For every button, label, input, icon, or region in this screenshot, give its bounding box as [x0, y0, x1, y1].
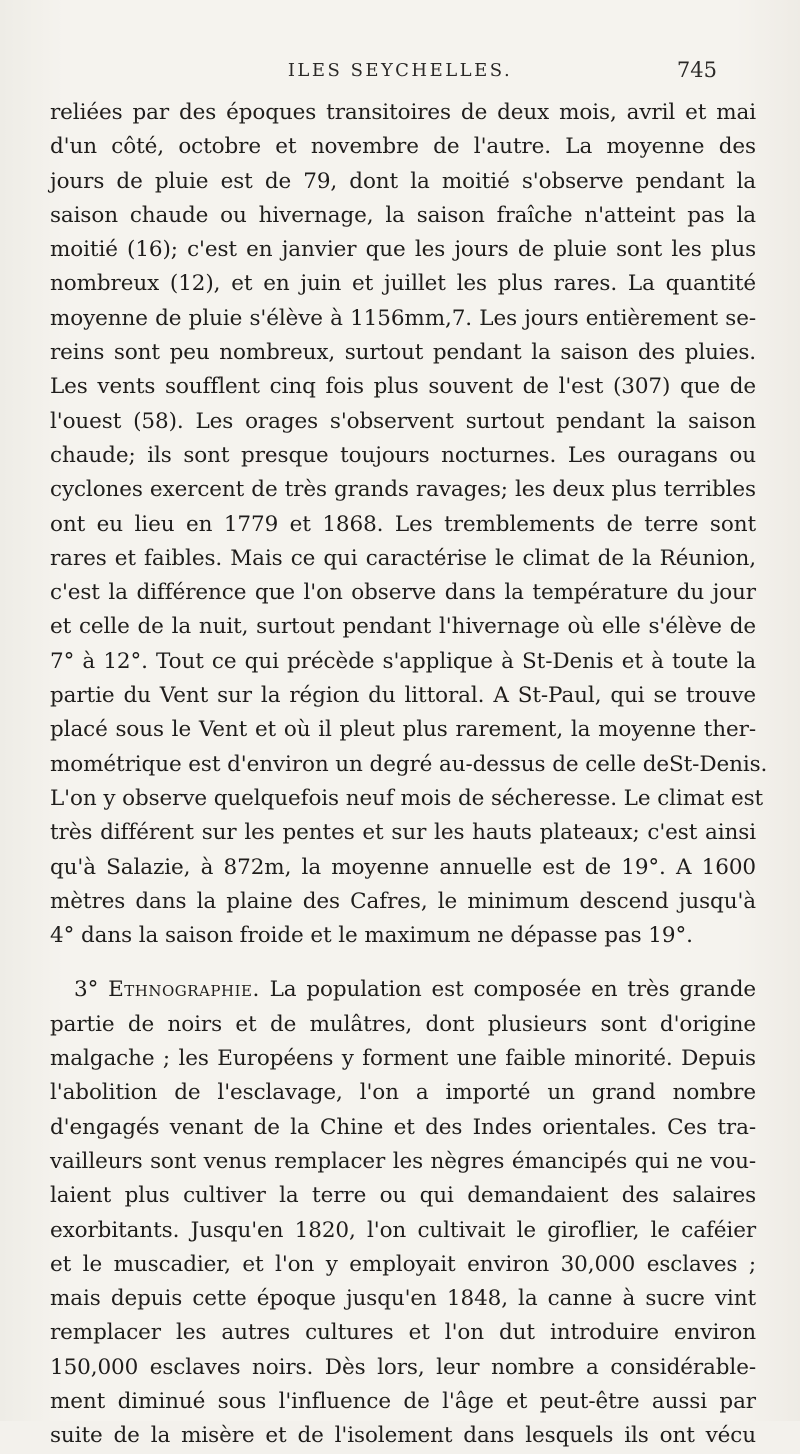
- section-number: 3°: [74, 977, 99, 1003]
- text-line: d'un côté, octobre et novembre de l'autre. La moyenne des: [50, 134, 756, 160]
- text-line: 7° à 12°. Tout ce qui précède s'applique à St-Denis et à toute la: [50, 648, 756, 674]
- text-line: laient plus cultiver la terre ou qui demandaient des salaires: [50, 1183, 756, 1209]
- body-text: [50, 96, 768, 1454]
- text-line: c'est la différence que l'on observe dans la température du jour: [50, 580, 756, 606]
- text-line: moyenne de pluie s'élève à 1156mm,7. Les jours entièrement se-: [50, 305, 756, 331]
- text-line: ment diminué sous l'influence de l'âge et peut-être aussi par: [50, 1388, 756, 1414]
- text-line: mais depuis cette époque jusqu'en 1848, la canne à sucre vint: [50, 1286, 756, 1312]
- text-line: mométrique est d'environ un degré au-dessus de celle deSt-Denis.: [50, 751, 768, 777]
- text-line: 4° dans la saison froide et le maximum ne dépasse pas 19°.: [50, 923, 693, 949]
- section-first-line-text: La population est composée en très grande: [269, 977, 756, 1003]
- text-line: l'abolition de l'esclavage, l'on a importé un grand nombre: [50, 1080, 756, 1106]
- text-line: mètres dans la plaine des Cafres, le minimum descend jusqu'à: [50, 888, 756, 914]
- running-head: ILES SEYCHELLES.: [287, 60, 513, 81]
- text-line: qu'à Salazie, à 872m, la moyenne annuelle est de 19°. A 1600: [50, 854, 756, 880]
- text-line: L'on y observe quelquefois neuf mois de sécheresse. Le climat est: [50, 785, 764, 811]
- text-line: d'engagés venant de la Chine et des Indes orientales. Ces tra-: [50, 1114, 756, 1140]
- paragraph-climate: [50, 96, 768, 953]
- text-line: reins sont peu nombreux, surtout pendant la saison des pluies.: [50, 340, 756, 366]
- paragraph-ethnography: [50, 973, 756, 1453]
- text-line: vailleurs sont venus remplacer les nègres émancipés qui ne vou-: [50, 1148, 756, 1174]
- text-line: et celle de la nuit, surtout pendant l'hivernage où elle s'élève de: [50, 614, 756, 640]
- section-heading: Ethnographie.: [108, 977, 260, 1003]
- text-line: très différent sur les pentes et sur les hauts plateaux; c'est ainsi: [50, 820, 756, 846]
- text-line: saison chaude ou hivernage, la saison fraîche n'atteint pas la: [50, 202, 756, 228]
- text-line: remplacer les autres cultures et l'on dut introduire environ: [50, 1320, 756, 1346]
- text-line: Les vents soufflent cinq fois plus souvent de l'est (307) que de: [50, 374, 756, 400]
- text-line: chaude; ils sont presque toujours nocturnes. Les ouragans ou: [50, 442, 756, 468]
- text-line: nombreux (12), et en juin et juillet les plus rares. La quantité: [50, 271, 756, 297]
- section-first-line: [50, 973, 756, 1007]
- page-number: 745: [676, 58, 717, 82]
- text-line: cyclones exercent de très grands ravages; les deux plus terribles: [50, 477, 756, 503]
- text-line: 150,000 esclaves noirs. Dès lors, leur nombre a considérable-: [50, 1354, 756, 1380]
- text-line: et le muscadier, et l'on y employait environ 30,000 esclaves ;: [50, 1251, 756, 1277]
- text-line: l'ouest (58). Les orages s'observent surtout pendant la saison: [50, 408, 756, 434]
- text-line: malgache ; les Européens y forment une faible minorité. Depuis: [50, 1046, 756, 1072]
- text-line: suite de la misère et de l'isolement dans lesquels ils ont vécu: [50, 1423, 756, 1449]
- text-line: ont eu lieu en 1779 et 1868. Les tremblements de terre sont: [50, 511, 756, 537]
- text-line: moitié (16); c'est en janvier que les jours de pluie sont les plus: [50, 237, 756, 263]
- text-line: jours de pluie est de 79, dont la moitié s'observe pendant la: [50, 168, 756, 194]
- text-line: exorbitants. Jusqu'en 1820, l'on cultivait le giroflier, le caféier: [50, 1217, 756, 1243]
- text-line: reliées par des époques transitoires de deux mois, avril et mai: [50, 100, 756, 125]
- page-header: [0, 58, 800, 92]
- text-line: rares et faibles. Mais ce qui caractérise le climat de la Réunion,: [50, 545, 756, 571]
- text-line: partie du Vent sur la région du littoral. A St-Paul, qui se trouve: [50, 683, 756, 709]
- text-line: placé sous le Vent et où il pleut plus rarement, la moyenne ther-: [50, 717, 756, 743]
- text-line: partie de noirs et de mulâtres, dont plusieurs sont d'origine: [50, 1011, 756, 1037]
- paragraph-gap: [50, 953, 756, 973]
